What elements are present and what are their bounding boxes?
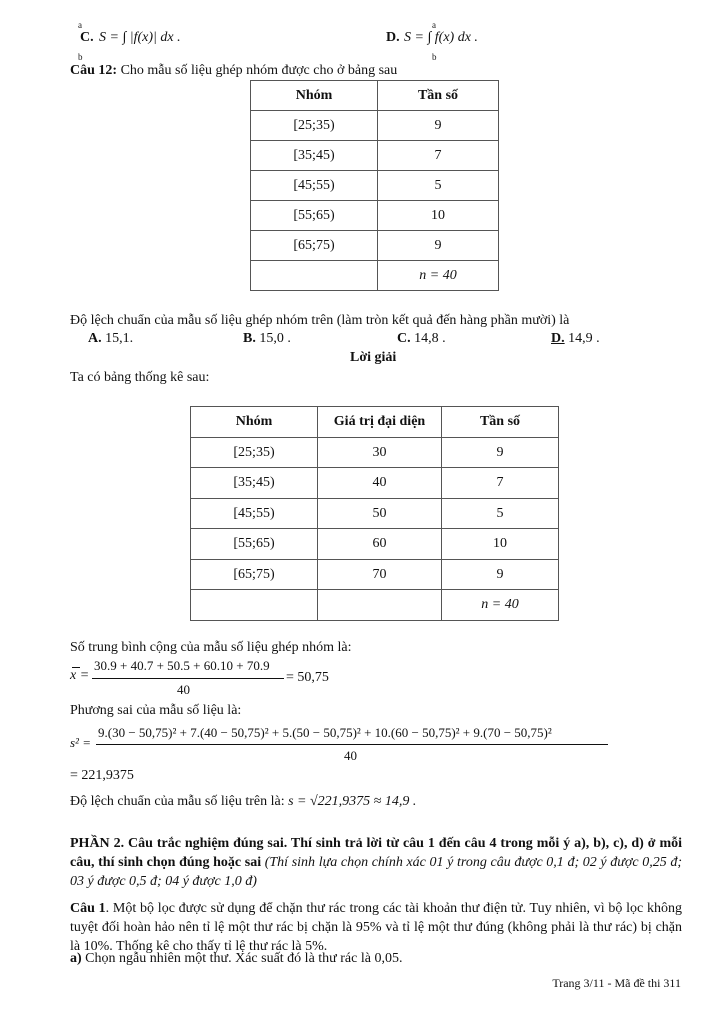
- mean-denominator: 40: [177, 682, 190, 697]
- table-cell: [25;35): [251, 111, 378, 141]
- item-a-label: a): [70, 951, 82, 966]
- option-a-label: A.: [88, 331, 102, 346]
- table-cell: [65;75): [191, 560, 318, 590]
- table-header: Nhóm: [251, 81, 378, 111]
- table-cell: 7: [442, 468, 559, 499]
- variance-numerator: 9.(30 − 50,75)² + 7.(40 − 50,75)² + 5.(50 − 50,75)² + 10.(60 − 50,75)² + 9.(70 − 50,75)²: [98, 725, 552, 740]
- table-header: Tần số: [442, 407, 559, 438]
- table-cell: [45;55): [251, 171, 378, 201]
- mean-text: Số trung bình cộng của mẫu số liệu ghép nhóm là:: [70, 640, 352, 655]
- option-c-label-12: C.: [397, 331, 411, 346]
- variance-fraction-bar: [96, 744, 608, 745]
- solution-heading: Lời giải: [350, 350, 397, 365]
- table-cell: 30: [318, 438, 442, 468]
- table-cell: [251, 261, 378, 291]
- option-d-formula: S = ∫ f(x) dx .: [404, 30, 478, 45]
- part2-block: [70, 834, 682, 891]
- c-integral-lower: b: [78, 52, 83, 62]
- question-12-text: Cho mẫu số liệu ghép nhóm được cho ở bảng sau: [120, 63, 398, 78]
- table-cell: [35;45): [191, 468, 318, 499]
- table-cell: 40: [318, 468, 442, 499]
- mean-lhs: x =: [70, 668, 90, 683]
- option-b-label: B.: [243, 331, 256, 346]
- variance-denominator: 40: [344, 748, 357, 763]
- mean-fraction-bar: [92, 678, 284, 679]
- option-d-correct: [551, 331, 600, 347]
- sd-line: [70, 794, 416, 810]
- table-cell: n = 40: [378, 261, 499, 291]
- table-header: Tần số: [378, 81, 499, 111]
- option-c-formula: S = ∫ |f(x)| dx .: [99, 30, 181, 45]
- option-a: [88, 331, 133, 347]
- sd-formula: s = √221,9375 ≈ 14,9 .: [288, 794, 417, 809]
- question-1-text: . Một bộ lọc được sử dụng để chặn thư rác trong các tài khoản thư điện tử. Tuy nhiên, vì bộ lọc không tuyệt đối hoàn hảo nên tỉ lệ một thư rác bị chặn là 95% và tỉ lệ một thư đúng (không phải là thư rác) bị chặn là 10%. Thống kê cho thấy tỉ lệ thư rác là 5%.: [70, 901, 682, 954]
- mean-result: = 50,75: [286, 670, 329, 685]
- item-a-text: Chọn ngẫu nhiên một thư. Xác suất đó là thư rác là 0,05.: [85, 951, 403, 966]
- part2-heading: PHẦN 2. Câu trắc nghiệm đúng sai. Thí sinh trả lời từ câu 1 đến câu 4 trong mỗi ý a), b), c), d) ở mỗi câu, thí sinh chọn đúng hoặc sai: [70, 836, 682, 870]
- d-integral-lower: b: [432, 52, 437, 62]
- d-integral-upper: a: [432, 20, 436, 30]
- table-cell: 9: [378, 231, 499, 261]
- variance-result: = 221,9375: [70, 768, 134, 783]
- table-cell: 9: [442, 438, 559, 468]
- sd-text: Độ lệch chuẩn của mẫu số liệu trên là:: [70, 794, 285, 809]
- variance-lhs: s² =: [70, 735, 91, 750]
- c-integral-upper: a: [78, 20, 82, 30]
- question-12-table: [250, 80, 499, 291]
- option-d-value: 14,9 .: [568, 331, 600, 346]
- table-cell: [55;65): [251, 201, 378, 231]
- table-cell: [191, 590, 318, 621]
- table-cell: 10: [442, 529, 559, 560]
- table-cell: [25;35): [191, 438, 318, 468]
- option-c-value: 14,8 .: [414, 331, 446, 346]
- option-a-value: 15,1.: [105, 331, 134, 346]
- option-b-value: 15,0 .: [259, 331, 291, 346]
- option-d-label-12: D.: [551, 331, 565, 346]
- table-cell: 60: [318, 529, 442, 560]
- option-c-label: C.: [80, 30, 94, 45]
- table-cell: 5: [442, 499, 559, 529]
- page-footer: Trang 3/11 - Mã đề thi 311: [552, 976, 681, 990]
- table-cell: 9: [442, 560, 559, 590]
- question-1-item-a: [70, 951, 402, 967]
- table-header: Nhóm: [191, 407, 318, 438]
- question-1-label: Câu 1: [70, 901, 106, 916]
- question-12-line: [70, 63, 397, 79]
- part2-note: (Thí sinh lựa chọn chính xác 01 ý trong câu được 0,1 đ; 02 ý được 0,25 đ; 03 ý được 0,5 đ; 04 ý được 1,0 đ): [70, 855, 683, 889]
- table-cell: 10: [378, 201, 499, 231]
- option-d-label: D.: [386, 30, 400, 45]
- solution-table: [190, 406, 559, 621]
- table-cell: 50: [318, 499, 442, 529]
- table-cell: n = 40: [442, 590, 559, 621]
- question-1-block: [70, 899, 682, 956]
- table-cell: 9: [378, 111, 499, 141]
- question-12-prompt: Độ lệch chuẩn của mẫu số liệu ghép nhóm trên (làm tròn kết quả đến hàng phần mười) là: [70, 313, 570, 328]
- table-cell: [35;45): [251, 141, 378, 171]
- mean-overbar: [72, 667, 80, 668]
- table-cell: [55;65): [191, 529, 318, 560]
- question-12-label: Câu 12:: [70, 63, 118, 78]
- table-cell: [318, 590, 442, 621]
- table-cell: 5: [378, 171, 499, 201]
- table-cell: [45;55): [191, 499, 318, 529]
- table-cell: [65;75): [251, 231, 378, 261]
- option-b: [243, 331, 291, 347]
- variance-text: Phương sai của mẫu số liệu là:: [70, 703, 242, 718]
- option-c: [397, 331, 446, 347]
- solution-intro: Ta có bảng thống kê sau:: [70, 370, 210, 385]
- table-cell: 7: [378, 141, 499, 171]
- table-cell: 70: [318, 560, 442, 590]
- mean-numerator: 30.9 + 40.7 + 50.5 + 60.10 + 70.9: [94, 658, 270, 673]
- table-header: Giá trị đại diện: [318, 407, 442, 438]
